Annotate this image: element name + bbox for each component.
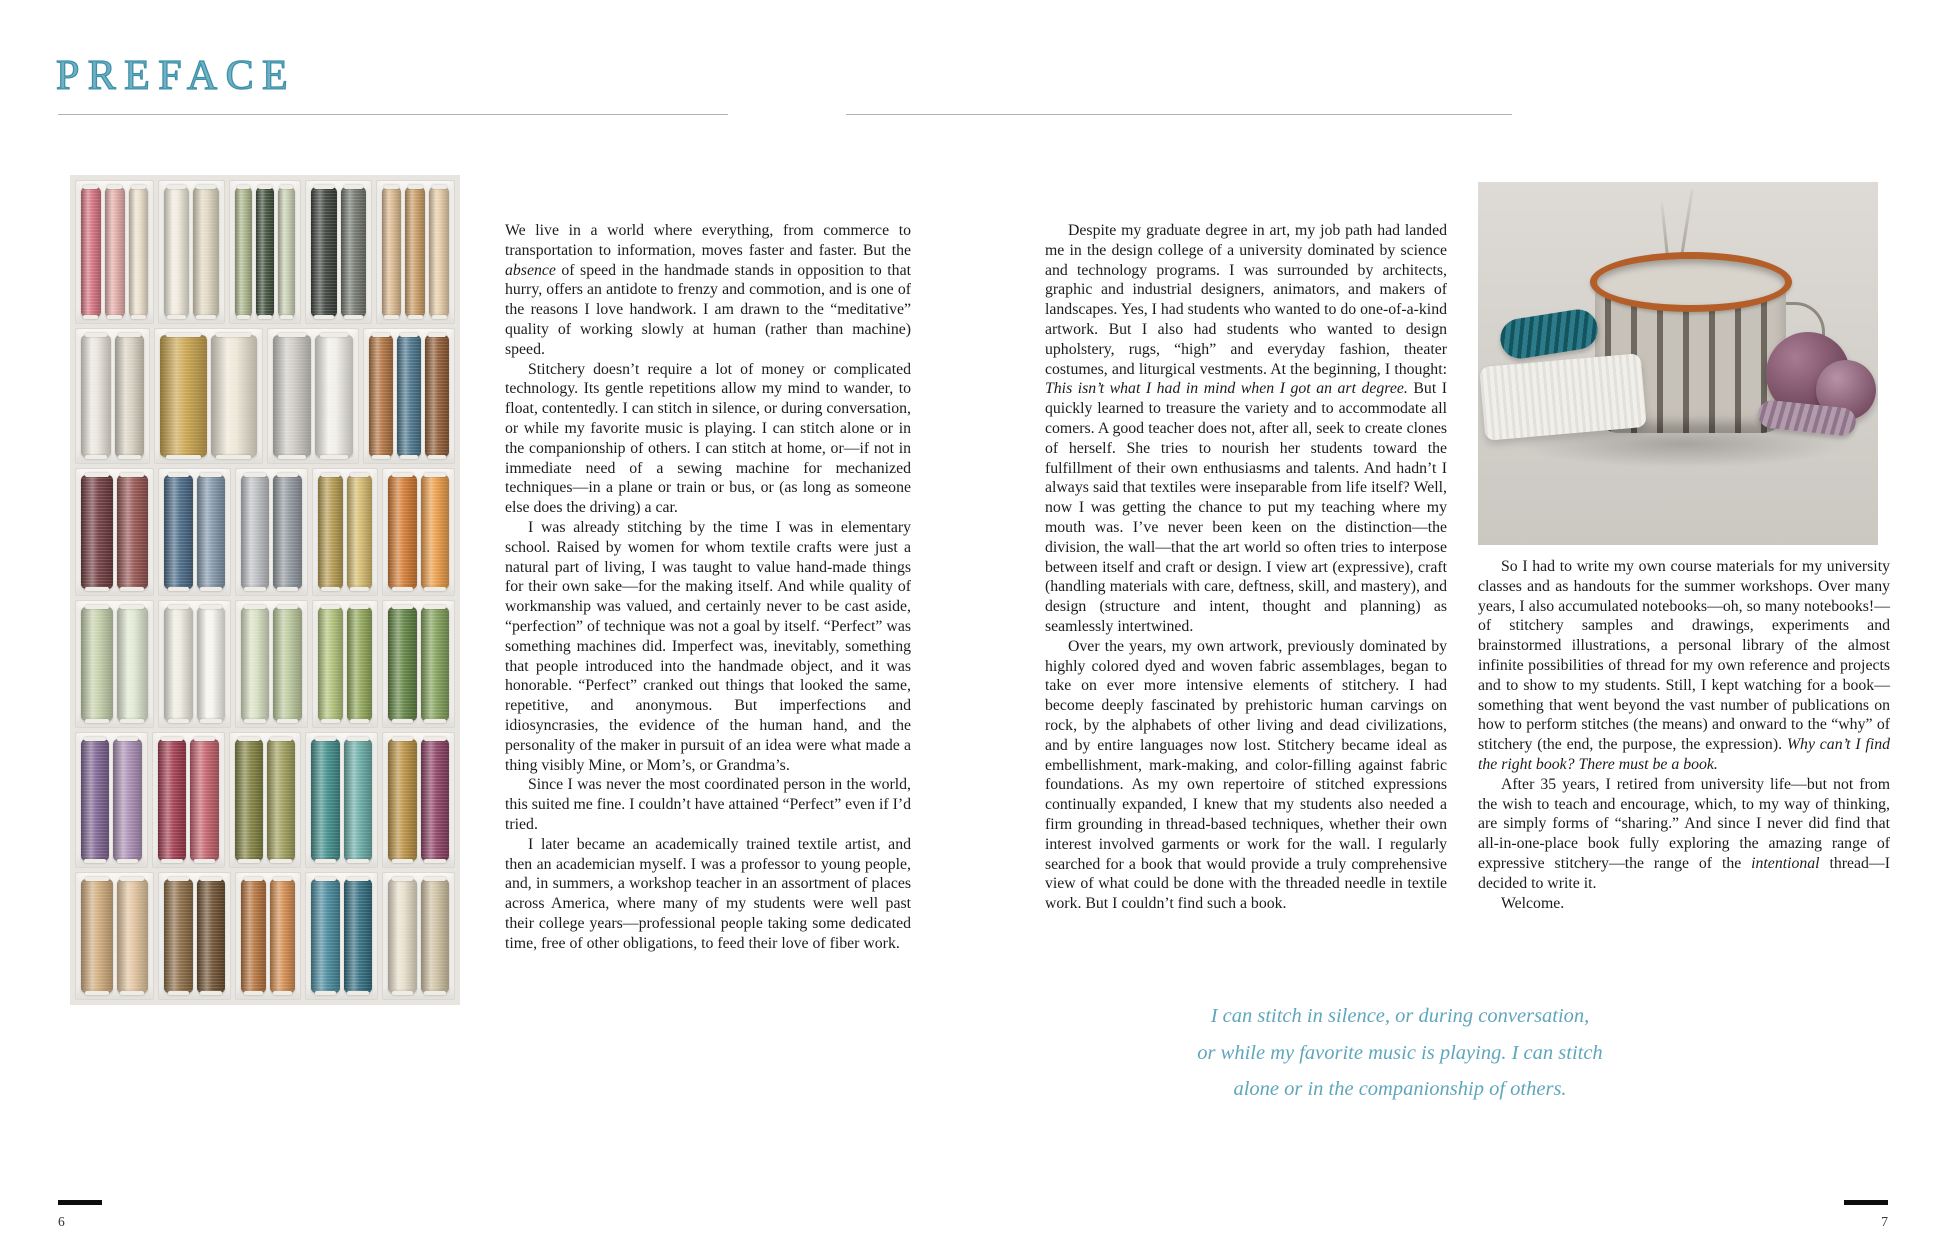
thread-compartment [305, 180, 371, 324]
quote-line: or while my favorite music is playing. I can stitch [1197, 1041, 1603, 1064]
thread-spool [311, 879, 339, 993]
thread-compartment [75, 732, 148, 868]
thread-spool [421, 879, 449, 993]
thread-spool [164, 607, 192, 721]
thread-spool [382, 187, 402, 317]
right-text-column-2 [1478, 557, 1890, 913]
thread-spool [318, 607, 343, 721]
thread-compartment [312, 468, 378, 596]
thread-spool [117, 475, 149, 589]
thread-compartment [229, 180, 302, 324]
thread-spool [270, 879, 295, 993]
paragraph: Welcome. [1501, 894, 1565, 912]
thread-spool [211, 335, 257, 457]
paragraph: Stitchery doesn’t require a lot of money or complicated technology. Its gentle repetitions allow my mind to wander, to float, contentedly. I can stitch in silence, or during conversation, or while my favorite music is playing. I can stitch alone or in the companionship of others. I can stitch at home, or—if not in immediate need of a sewing machine for mechanized techniques—in a plane or train or bus, or (as long as someone else does the driving) a car. [505, 360, 911, 517]
thread-spool [158, 739, 186, 861]
thread-spool [235, 739, 263, 861]
thread-spool [347, 475, 372, 589]
thread-spool [164, 879, 192, 993]
thread-spool [311, 187, 336, 317]
thread-compartment [158, 468, 231, 596]
thread-spool [341, 187, 366, 317]
thread-compartment [235, 872, 301, 1000]
thread-spool [129, 187, 149, 317]
thread-spool [117, 607, 149, 721]
thread-storage-photo [70, 175, 460, 1005]
thread-spool [241, 475, 269, 589]
paragraph: Over the years, my own artwork, previously dominated by highly colored dyed and woven fabric assemblages, began to take on ever more intensive elements of stitchery. I had become deeply fascinated by prehistoric human carvings on rock, by the alphabets of other living and dead civilizations, and by entire languages now lost. Stitchery became ideal as embellishment, mark-making, and color-filling against fabric foundations. As my own repertoire of stitched expressions continually expanded, I knew that my students also needed a firm grounding in thread-based techniques, whether their own interest involved garments or work for the wall. I regularly searched for a book that would provide a truly comprehensive view of what could be done with the threaded needle in textile work. But I couldn’t find such a book. [1045, 637, 1447, 913]
thread-spool [117, 879, 149, 993]
folio-rule [1844, 1200, 1888, 1205]
thread-compartment [382, 732, 455, 868]
thread-spool [397, 335, 421, 457]
thread-caddy-photo [1478, 182, 1878, 545]
header-rule-right [846, 114, 1512, 115]
knit-strip [1479, 353, 1647, 441]
thread-spool [267, 739, 295, 861]
quote-line: alone or in the companionship of others. [1233, 1078, 1567, 1100]
thread-spool [273, 607, 301, 721]
paragraph: I later became an academically trained textile artist, and then an academician myself. I was a professor to young people, and, in summers, a workshop teacher in an assortment of places across America, where many of my students were well past their college years—professional people taking some dedicated time, free of other obligations, to feed their love of fiber work. [505, 835, 911, 952]
thread-spool [197, 879, 225, 993]
thread-spool [429, 187, 449, 317]
page-number: 7 [1881, 1214, 1888, 1229]
paragraph: We live in a world where everything, from commerce to transportation to information, moves faster and faster. But the absence of speed in the handmade stands in opposition to that hurry, offers an antidote to frenzy and commotion, and is one of the reasons I love handwork. I am drawn to the “meditative” quality of working slowly at human (rather than machine) speed. [505, 222, 911, 358]
thread-spool [105, 187, 125, 317]
thread-compartment [75, 180, 154, 324]
paragraph: Since I was never the most coordinated person in the world, this suited me fine. I couldn’t have attained “Perfect” even if I’d tried. [505, 776, 911, 833]
right-text-column-1 [1045, 221, 1447, 914]
thread-spool [388, 879, 416, 993]
thread-spool [388, 739, 416, 861]
thread-spool [421, 607, 449, 721]
thread-compartment [152, 732, 225, 868]
page-number-right [1844, 1200, 1888, 1230]
thread-spool [369, 335, 393, 457]
thread-compartment [267, 328, 359, 464]
thread-compartment [75, 600, 154, 728]
header-rule-left [58, 114, 728, 115]
left-text-column [505, 221, 911, 953]
thread-spool [81, 475, 113, 589]
thread-spool [235, 187, 253, 317]
thread-spool [421, 739, 449, 861]
quote-line: I can stitch in silence, or during conversation, [1210, 1005, 1590, 1027]
thread-compartment [376, 180, 455, 324]
paragraph: After 35 years, I retired from university life—but not from the wish to teach and encourage, which, to my way of thinking, are simply forms of “sharing.” And since I never did find that all-in-one-place book fully exploring the amazing range of expressive stitchery—the range of the intentional thread—I decided to write it. [1478, 775, 1890, 892]
paragraph: So I had to write my own course materials for my university classes and as handouts for the summer workshops. Over many years, I also accumulated notebooks—oh, so many notebooks!—of stitchery samples and drawings, experiments and brainstormed illustrations, a personal library of the almost infinite possibilities of thread for my own reference and projects and to show to my students. Still, I kept watching for a book—something that went beyond the vast number of publications on how to perform stitches (the means) and onward to the “why” of stitchery (the end, the purpose, the expression). Why can’t I find the right book? There must be a book. [1478, 558, 1891, 773]
thread-spool [388, 607, 416, 721]
thread-spool [197, 475, 225, 589]
thread-compartment [229, 732, 302, 868]
thread-compartment [382, 468, 455, 596]
thread-compartment [235, 468, 308, 596]
teal-thread-bundle [1497, 307, 1600, 362]
thread-caddy-rim [1590, 252, 1792, 312]
page-number: 6 [58, 1214, 65, 1229]
thread-compartment [382, 872, 455, 1000]
thread-spool [241, 607, 269, 721]
thread-spool [315, 335, 353, 457]
thread-compartment [312, 600, 378, 728]
thread-spool [273, 335, 311, 457]
pull-quote [1020, 998, 1780, 1108]
paragraph: Despite my graduate degree in art, my job path had landed me in the design college of a university dominated by science and technology programs. I was surrounded by architects, graphic and industrial designers, animators, and makers of landscapes. Yes, I had students who wanted to do one-of-a-kind artwork. But I also had students who wanted to design upholstery, rugs, “high” and everyday fashion, theater costumes, and liturgical vestments. At the beginning, I thought: This isn’t what I had in mind when I got an art degree. But I quickly learned to treasure the variety and to accommodate all comers. A good teacher does not, after all, seek to create clones of herself. She tries to nourish her students toward the fulfillment of their own enthusiasms and talents. And hadn’t I always said that textiles were inseparable from life itself? Well, now I was getting the chance to put my teaching where my mouth was. I’ve never been keen on the distinction—the division, the wall—that the art world so often tries to interpose between itself and craft or design. I view art (expressive), craft (handling materials with care, deftness, skill, and mastery), and design (structure and intent, thought and planning) as seamlessly intertwined. [1045, 222, 1448, 635]
thread-spool [278, 187, 296, 317]
thread-spool [81, 607, 113, 721]
thread-spool [164, 187, 189, 317]
thread-spool [311, 739, 339, 861]
thread-spool [81, 335, 111, 457]
thread-spool [405, 187, 425, 317]
thread-spool [81, 187, 101, 317]
thread-spool [113, 739, 141, 861]
thread-compartment [363, 328, 455, 464]
thread-spool [81, 739, 109, 861]
thread-spool [197, 607, 225, 721]
thread-spool [256, 187, 274, 317]
thread-spool [344, 739, 372, 861]
thread-spool [241, 879, 266, 993]
paragraph: I was already stitching by the time I was in elementary school. Raised by women for whom textile crafts were just a natural part of living, I was taught to value hand-made things for their own sake—for the making itself. And while quality of workmanship was valued, and certainly never to be cast aside, “perfection” of technique was not a goal by itself. “Perfect” was something machines did. Imperfect was, inevitably, something that people introduced into the handmade object, and it was honorable. “Perfect” cranked out things that looked the same, repetitive, and anonymous. But imperfections and idiosyncrasies, the evidence of the human hand, and the personality of the maker in pursuit of an idea were what made a thing visibly Mine, or Mom’s, or Grandma’s. [505, 518, 911, 774]
thread-spool [160, 335, 206, 457]
thread-spool [81, 879, 113, 993]
thread-spool [190, 739, 218, 861]
thread-compartment [305, 872, 378, 1000]
folio-rule [58, 1200, 102, 1205]
thread-spool [115, 335, 145, 457]
thread-spool [425, 335, 449, 457]
thread-spool [318, 475, 343, 589]
thread-compartment [158, 872, 231, 1000]
thread-spool [388, 475, 416, 589]
thread-spool [421, 475, 449, 589]
thread-compartment [75, 468, 154, 596]
thread-compartment [158, 180, 224, 324]
page-number-left [58, 1200, 102, 1230]
thread-spool [164, 475, 192, 589]
thread-compartment [382, 600, 455, 728]
thread-spool [273, 475, 301, 589]
thread-spool [347, 607, 372, 721]
thread-spool [344, 879, 372, 993]
thread-compartment [235, 600, 308, 728]
thread-compartment [305, 732, 378, 868]
thread-spool [193, 187, 218, 317]
thread-compartment [75, 872, 154, 1000]
thread-compartment [158, 600, 231, 728]
thread-compartment [75, 328, 150, 464]
thread-compartment [154, 328, 263, 464]
page-title: PREFACE [56, 53, 297, 99]
